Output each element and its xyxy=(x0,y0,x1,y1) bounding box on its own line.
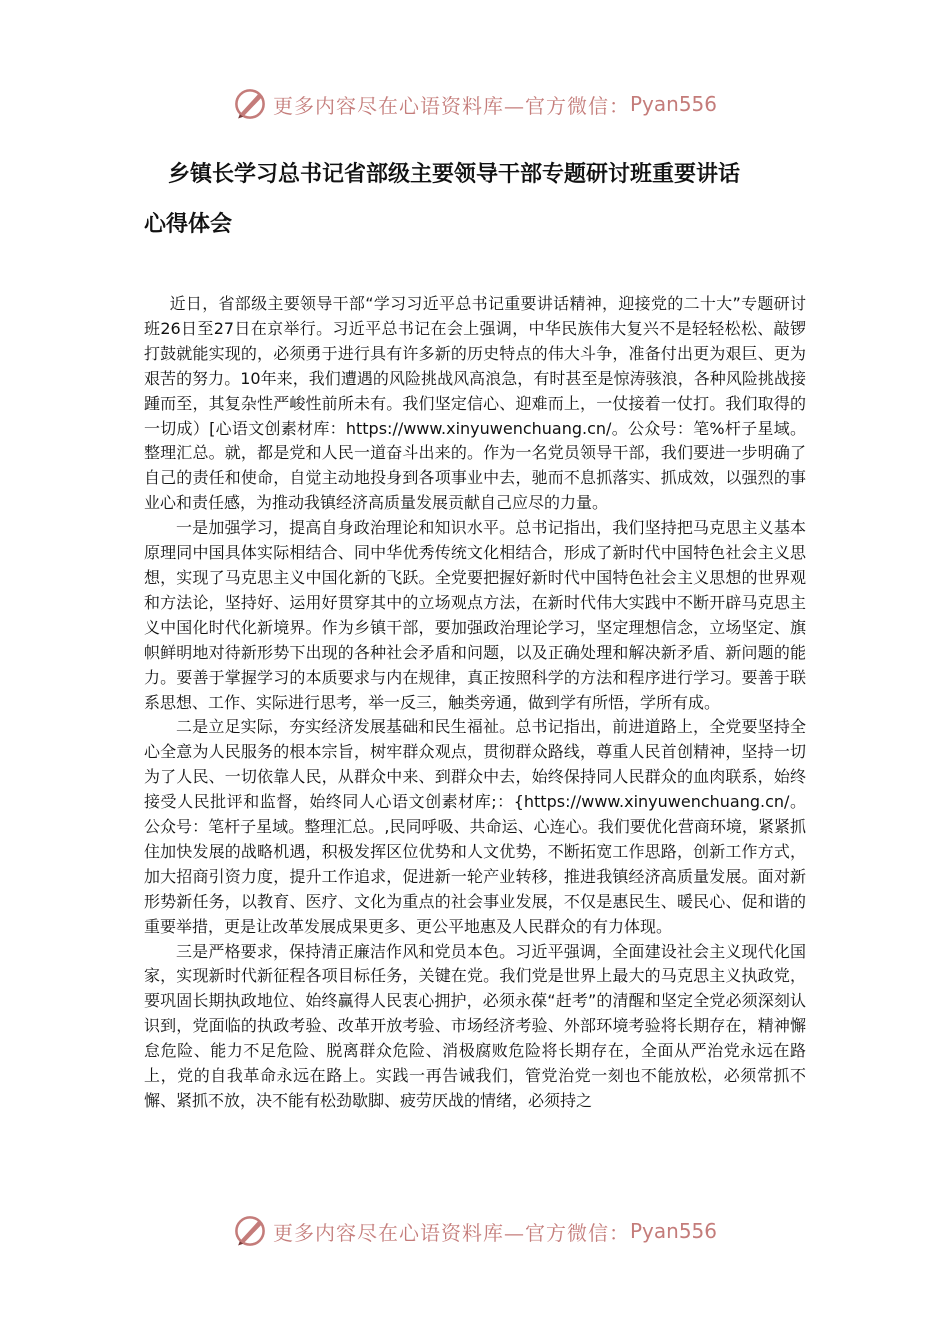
title-line-1: 乡镇长学习总书记省部级主要领导干部专题研讨班重要讲话 xyxy=(168,162,741,187)
pen-logo-icon xyxy=(233,87,267,121)
paragraph-point-1: 一是加强学习，提高自身政治理论和知识水平。总书记指出，我们坚持把马克思主义基本原理同中国具体实际相结合、同中华优秀传统文化相结合，形成了新时代中国特色社会主义思想，实现了马克思主义中国化新的飞跃。全党要把握好新时代中国特色社会主义思想的世界观和方法论，坚持好、运用好贯穿其中的立场观点方法，在新时代伟大实践中不断开辟马克思主义中国化时代化新境界。作为乡镇干部，要加强政治理论学习，坚定理想信念，立场坚定、旗帜鲜明地对待新形势下出现的各种社会矛盾和问题，以及正确处理和解决新矛盾、新问题的能力。要善于掌握学习的本质要求与内在规律，真正按照科学的方法和程序进行学习。要善于联系思想、工作、实际进行思考，举一反三，触类旁通，做到学有所悟，学所有成。 xyxy=(144,518,806,712)
header-banner xyxy=(0,84,950,124)
document-title xyxy=(144,150,814,250)
footer-banner xyxy=(0,1211,950,1251)
paragraph-intro: 近日，省部级主要领导干部“学习习近平总书记重要讲话精神，迎接党的二十大”专题研讨班26日至27日在京举行。习近平总书记在会上强调，中华民族伟大复兴不是轻轻松松、敲锣打鼓就能实现的，必须勇于进行具有许多新的历史特点的伟大斗争，准备付出更为艰巨、更为艰苦的努力。10年来，我们遭遇的风险挑战风高浪急，有时甚至是惊涛骇浪，各种风险挑战接踵而至，其复杂性严峻性前所未有。我们坚定信心、迎难而上，一仗接着一仗打。我们取得的一切成）[心语文创素材库：https://www.xinyuwenchuang.cn/。公众号：笔%杆子星域。整理汇总。就，都是党和人民一道奋斗出来的。作为一名党员领导干部，我们要进一步明确了自己的责任和使命，自觉主动地投身到各项事业中去，驰而不息抓落实、抓成效，以强烈的事业心和责任感，为推动我镇经济高质量发展贡献自己应尽的力量。 xyxy=(144,294,806,513)
banner-text: 更多内容尽在心语资料库—官方微信： xyxy=(272,1220,630,1245)
banner-wechat-handle: Pyan556 xyxy=(629,92,717,116)
paragraph-point-2: 二是立足实际，夯实经济发展基础和民生福祉。总书记指出，前进道路上，全党要坚持全心全意为人民服务的根本宗旨，树牢群众观点，贯彻群众路线，尊重人民首创精神，坚持一切为了人民、一切依靠人民，从群众中来、到群众中去，始终保持同人民群众的血肉联系，始终接受人民批评和监督，始终同人心语文创素材库;：{https://www.xinyuwenchuang.cn/。公众号：笔杆子星域。整理汇总。,民同呼吸、共命运、心连心。我们要优化营商环境，紧紧抓住加快发展的战略机遇，积极发挥区位优势和人文优势，不断拓宽工作思路，创新工作方式，加大招商引资力度，提升工作追求，促进新一轮产业转移，推进我镇经济高质量发展。面对新形势新任务，以教育、医疗、文化为重点的社会事业发展，不仅是惠民生、暖民心、促和谐的重要举措，更是让改革发展成果更多、更公平地惠及人民群众的有力体现。 xyxy=(144,717,806,936)
document-body xyxy=(144,292,806,1114)
pen-logo-icon xyxy=(233,1214,267,1248)
banner-text: 更多内容尽在心语资料库—官方微信： xyxy=(272,93,630,118)
banner-wechat-handle: Pyan556 xyxy=(629,1219,717,1243)
paragraph-point-3: 三是严格要求，保持清正廉洁作风和党员本色。习近平强调，全面建设社会主义现代化国家，实现新时代新征程各项目标任务，关键在党。我们党是世界上最大的马克思主义执政党，要巩固长期执政地位、始终赢得人民衷心拥护，必须永葆“赶考”的清醒和坚定全党必须深刻认识到，党面临的执政考验、改革开放考验、市场经济考验、外部环境考验将长期存在，精神懈怠危险、能力不足危险、脱离群众危险、消极腐败危险将长期存在，全面从严治党永远在路上，党的自我革命永远在路上。实践一再告诫我们，管党治党一刻也不能放松，必须常抓不懈、紧抓不放，决不能有松劲歇脚、疲劳厌战的情绪，必须持之 xyxy=(144,941,806,1110)
title-line-2: 心得体会 xyxy=(144,212,233,237)
